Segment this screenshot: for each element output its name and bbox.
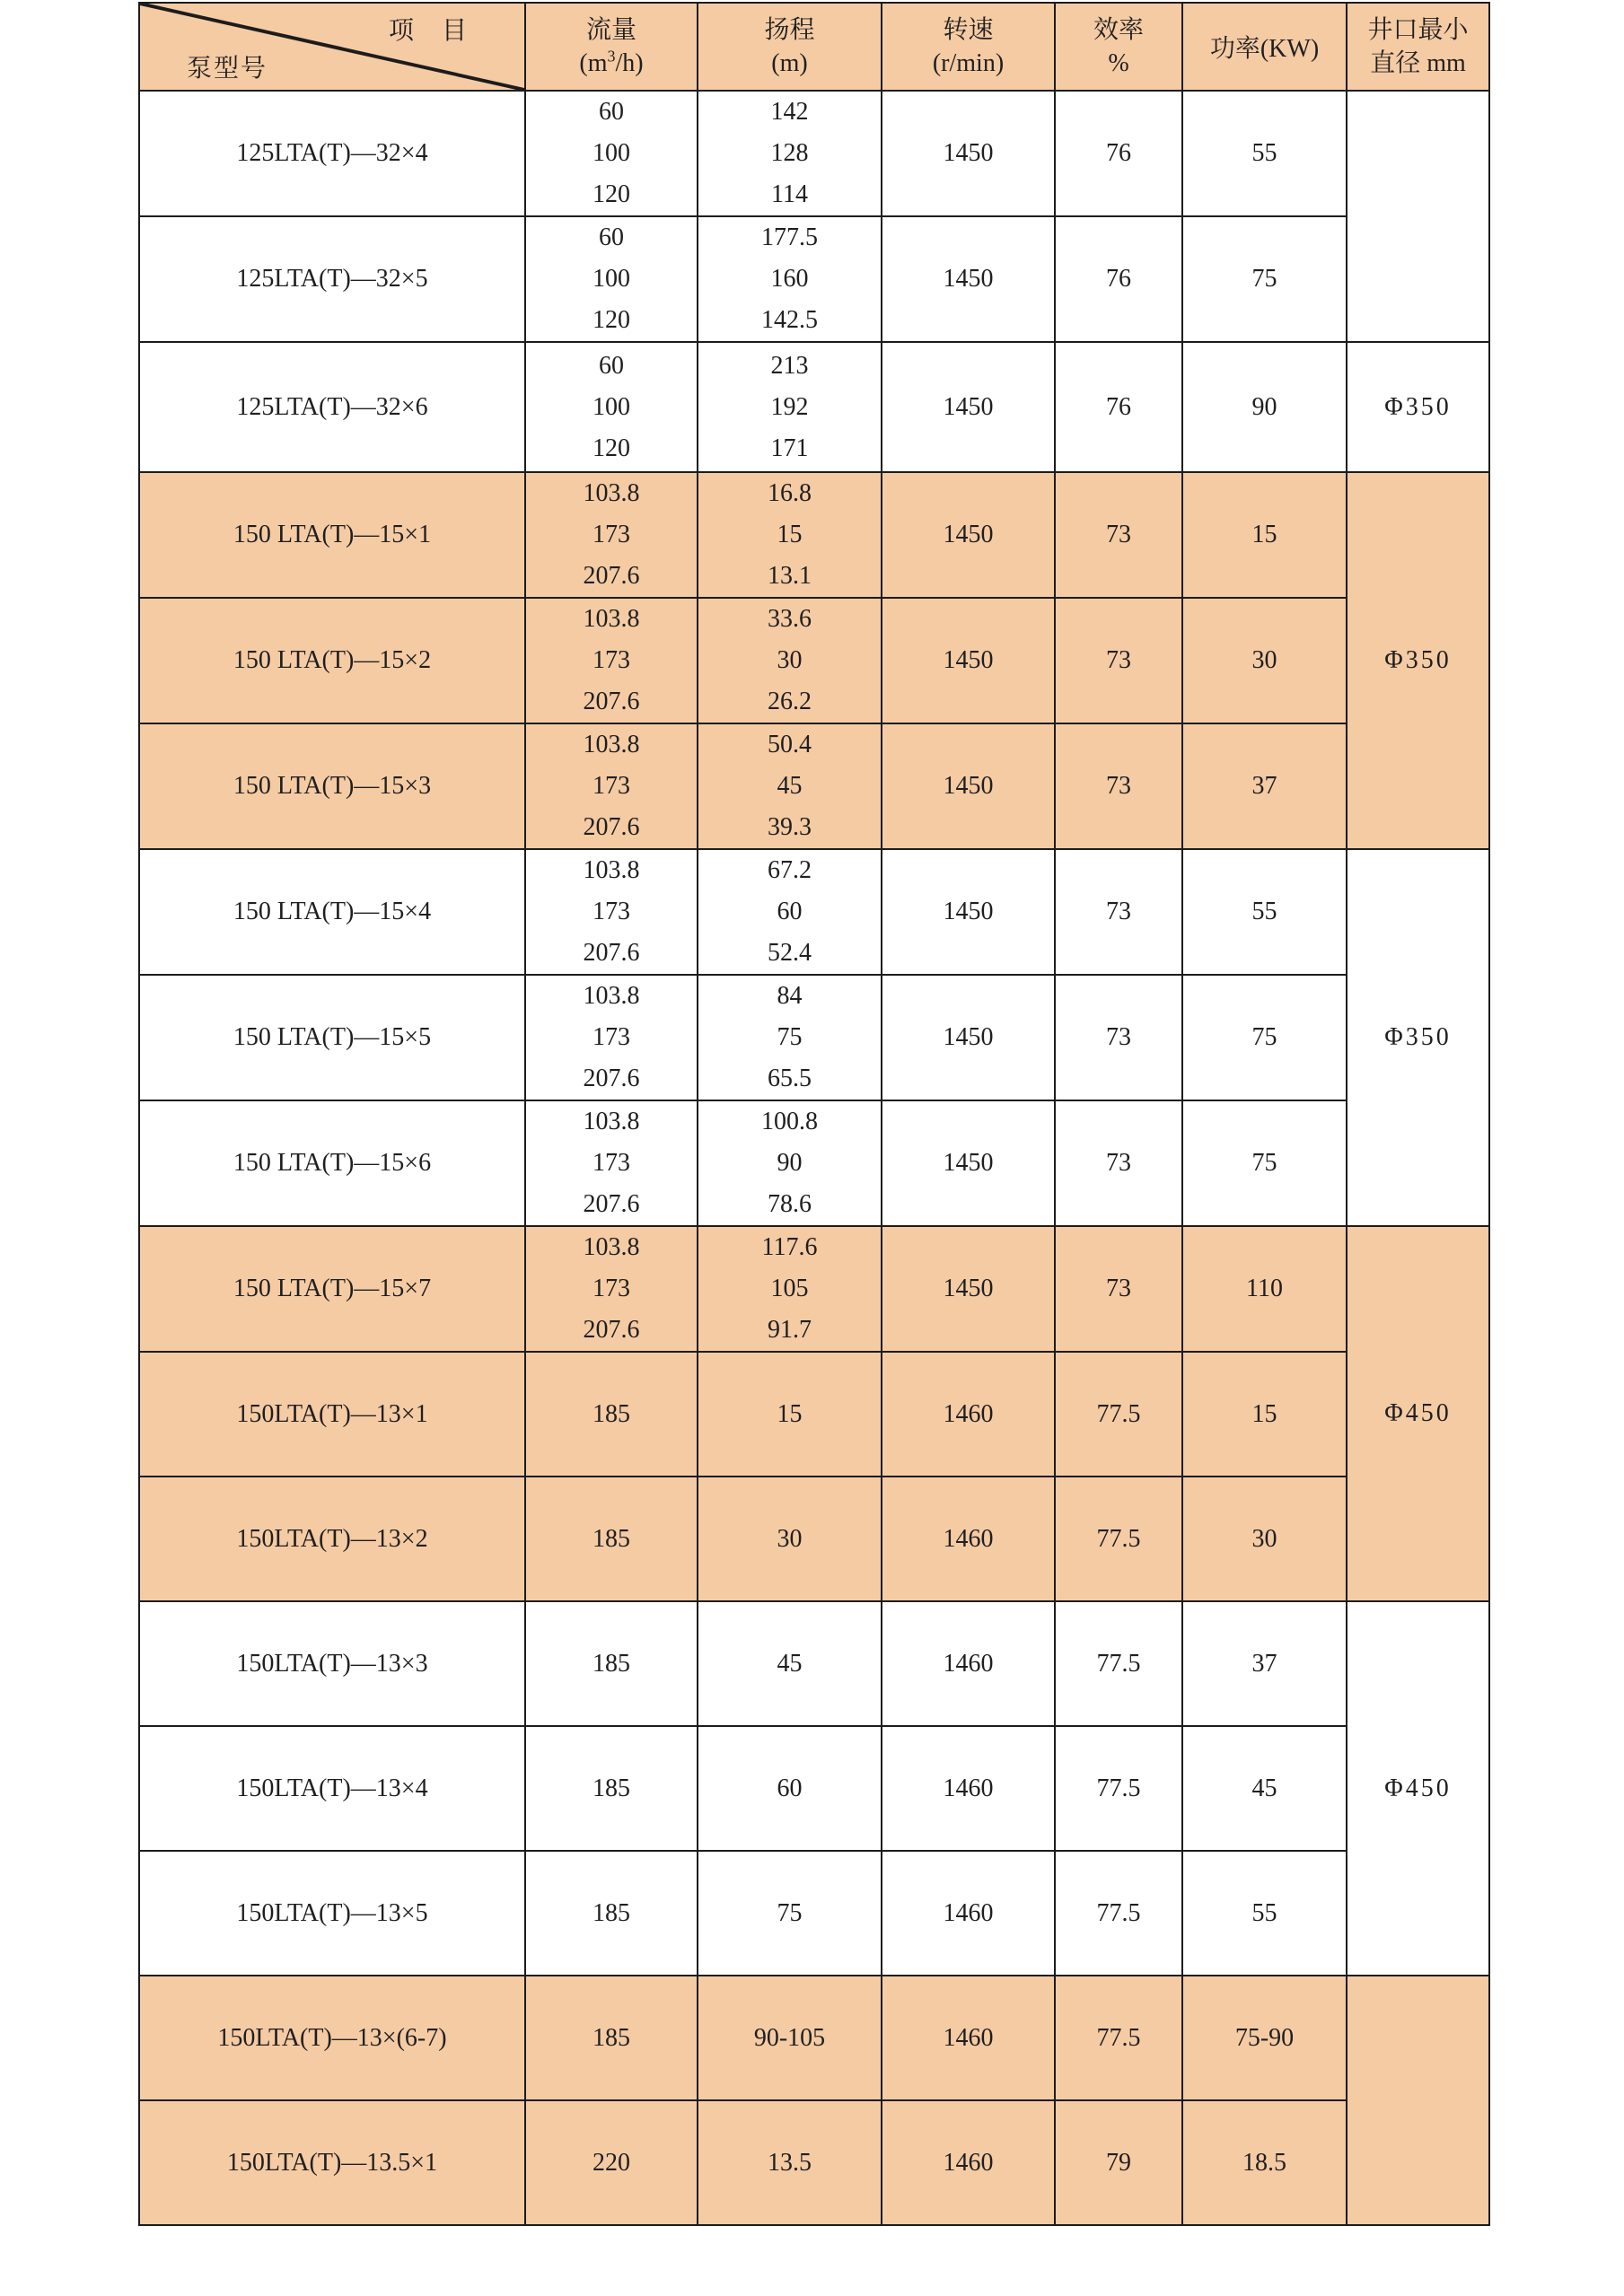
header-head <box>698 3 882 91</box>
cell-model: 150 LTA(T)—15×6 <box>139 1100 525 1226</box>
cell-well-diameter: Φ450 <box>1347 1601 1489 1976</box>
table-row <box>139 975 1489 1100</box>
cell-efficiency: 73 <box>1055 849 1182 975</box>
cell-efficiency: 73 <box>1055 472 1182 598</box>
cell-efficiency: 76 <box>1055 342 1182 472</box>
cell-well-diameter: Φ450 <box>1347 1226 1489 1601</box>
cell-model: 125LTA(T)—32×6 <box>139 342 525 472</box>
table-row <box>139 216 1489 342</box>
cell-flow: 103.8 173 207.6 <box>525 723 698 849</box>
cell-power: 30 <box>1182 598 1347 723</box>
table-row <box>139 1851 1489 1976</box>
header-power <box>1182 3 1347 91</box>
cell-flow: 103.8 173 207.6 <box>525 598 698 723</box>
cell-flow: 60 100 120 <box>525 342 698 472</box>
cell-power: 37 <box>1182 1601 1347 1726</box>
cell-head: 45 <box>698 1601 882 1726</box>
cell-speed: 1460 <box>882 1976 1055 2100</box>
table-row <box>139 472 1489 598</box>
cell-efficiency: 73 <box>1055 1100 1182 1226</box>
table-row <box>139 1601 1489 1726</box>
cell-head: 117.6 105 91.7 <box>698 1226 882 1352</box>
table-row <box>139 849 1489 975</box>
cell-flow: 185 <box>525 1601 698 1726</box>
table-row <box>139 1226 1489 1352</box>
cell-flow: 185 <box>525 1352 698 1477</box>
cell-model: 150 LTA(T)—15×5 <box>139 975 525 1100</box>
header-speed <box>882 3 1055 91</box>
table-row <box>139 598 1489 723</box>
table-row <box>139 1976 1489 2100</box>
cell-efficiency: 73 <box>1055 975 1182 1100</box>
header-efficiency-label: 效率 <box>1093 16 1144 44</box>
cell-speed: 1450 <box>882 849 1055 975</box>
cell-efficiency: 73 <box>1055 723 1182 849</box>
cell-head: 33.6 30 26.2 <box>698 598 882 723</box>
cell-model: 150 LTA(T)—15×3 <box>139 723 525 849</box>
cell-efficiency: 77.5 <box>1055 1477 1182 1601</box>
cell-speed: 1450 <box>882 216 1055 342</box>
cell-model: 150LTA(T)—13×5 <box>139 1851 525 1976</box>
cell-speed: 1450 <box>882 342 1055 472</box>
cell-efficiency: 76 <box>1055 91 1182 216</box>
cell-power: 15 <box>1182 1352 1347 1477</box>
cell-model: 150LTA(T)—13×(6-7) <box>139 1976 525 2100</box>
cell-flow: 103.8 173 207.6 <box>525 472 698 598</box>
cell-speed: 1460 <box>882 2100 1055 2225</box>
header-item-label: 项 目 <box>388 17 478 45</box>
cell-efficiency: 76 <box>1055 216 1182 342</box>
cell-flow: 185 <box>525 1726 698 1851</box>
cell-flow: 103.8 173 207.6 <box>525 1100 698 1226</box>
cell-speed: 1450 <box>882 975 1055 1100</box>
cell-power: 55 <box>1182 849 1347 975</box>
cell-head: 213 192 171 <box>698 342 882 472</box>
table-row <box>139 342 1489 472</box>
cell-flow: 185 <box>525 1477 698 1601</box>
table-row <box>139 91 1489 216</box>
cell-model: 150LTA(T)—13×4 <box>139 1726 525 1851</box>
cell-speed: 1460 <box>882 1477 1055 1601</box>
cell-efficiency: 77.5 <box>1055 1352 1182 1477</box>
cell-efficiency: 77.5 <box>1055 1726 1182 1851</box>
header-well-diameter <box>1347 3 1489 91</box>
cell-speed: 1450 <box>882 1100 1055 1226</box>
cell-flow: 185 <box>525 1976 698 2100</box>
cell-model: 150 LTA(T)—15×4 <box>139 849 525 975</box>
cell-well-diameter <box>1347 1976 1489 2225</box>
cell-efficiency: 79 <box>1055 2100 1182 2225</box>
cell-power: 18.5 <box>1182 2100 1347 2225</box>
cell-efficiency: 73 <box>1055 1226 1182 1352</box>
table-row <box>139 1100 1489 1226</box>
cell-head: 177.5 160 142.5 <box>698 216 882 342</box>
cell-power: 90 <box>1182 342 1347 472</box>
header-head-unit: (m) <box>771 49 808 77</box>
header-efficiency-unit: % <box>1108 49 1129 77</box>
cell-power: 55 <box>1182 1851 1347 1976</box>
cell-flow: 185 <box>525 1851 698 1976</box>
cell-model: 150LTA(T)—13×2 <box>139 1477 525 1601</box>
cell-head: 16.8 15 13.1 <box>698 472 882 598</box>
cell-head: 15 <box>698 1352 882 1477</box>
cell-flow: 103.8 173 207.6 <box>525 975 698 1100</box>
header-flow-unit: $(m^3/h)$ <box>579 47 644 77</box>
cell-head: 90-105 <box>698 1976 882 2100</box>
cell-head: 60 <box>698 1726 882 1851</box>
cell-power: 45 <box>1182 1726 1347 1851</box>
header-speed-label: 转速 <box>943 16 994 44</box>
header-flow-label: 流量 <box>585 16 636 44</box>
cell-speed: 1460 <box>882 1601 1055 1726</box>
cell-head: 100.8 90 78.6 <box>698 1100 882 1226</box>
cell-flow: 220 <box>525 2100 698 2225</box>
cell-model: 150LTA(T)—13.5×1 <box>139 2100 525 2225</box>
table-row <box>139 1726 1489 1851</box>
header-power-label: 功率(KW) <box>1209 35 1320 63</box>
header-well-line1: 井口最小 <box>1367 16 1469 44</box>
cell-well-diameter: Φ350 <box>1347 472 1489 849</box>
cell-well-diameter: Φ350 <box>1347 342 1489 472</box>
cell-head: 142 128 114 <box>698 91 882 216</box>
cell-model: 150 LTA(T)—15×2 <box>139 598 525 723</box>
cell-speed: 1450 <box>882 723 1055 849</box>
cell-power: 30 <box>1182 1477 1347 1601</box>
cell-head: 75 <box>698 1851 882 1976</box>
header-head-label: 扬程 <box>764 16 815 44</box>
cell-efficiency: 73 <box>1055 598 1182 723</box>
cell-efficiency: 77.5 <box>1055 1851 1182 1976</box>
cell-flow: 103.8 173 207.6 <box>525 1226 698 1352</box>
header-model-label: 泵型号 <box>187 55 268 83</box>
header-well-line2: 直径 mm <box>1370 49 1466 77</box>
header-efficiency <box>1055 3 1182 91</box>
cell-speed: 1450 <box>882 472 1055 598</box>
table-row <box>139 723 1489 849</box>
table-row <box>139 1477 1489 1601</box>
cell-flow: 103.8 173 207.6 <box>525 849 698 975</box>
cell-well-diameter <box>1347 91 1489 342</box>
cell-model: 125LTA(T)—32×4 <box>139 91 525 216</box>
cell-efficiency: 77.5 <box>1055 1976 1182 2100</box>
cell-speed: 1460 <box>882 1851 1055 1976</box>
cell-speed: 1460 <box>882 1726 1055 1851</box>
cell-speed: 1460 <box>882 1352 1055 1477</box>
cell-power: 75 <box>1182 216 1347 342</box>
table-row <box>139 1352 1489 1477</box>
cell-speed: 1450 <box>882 598 1055 723</box>
cell-power: 75-90 <box>1182 1976 1347 2100</box>
header-diagonal-cell <box>139 3 525 91</box>
cell-power: 75 <box>1182 1100 1347 1226</box>
cell-power: 15 <box>1182 472 1347 598</box>
cell-head: 67.2 60 52.4 <box>698 849 882 975</box>
cell-head: 30 <box>698 1477 882 1601</box>
cell-model: 125LTA(T)—32×5 <box>139 216 525 342</box>
header-flow <box>525 3 698 91</box>
cell-head: 84 75 65.5 <box>698 975 882 1100</box>
header-row <box>139 3 1489 91</box>
cell-flow: 60 100 120 <box>525 216 698 342</box>
cell-model: 150 LTA(T)—15×7 <box>139 1226 525 1352</box>
cell-model: 150 LTA(T)—15×1 <box>139 472 525 598</box>
cell-model: 150LTA(T)—13×3 <box>139 1601 525 1726</box>
cell-head: 13.5 <box>698 2100 882 2225</box>
cell-speed: 1450 <box>882 91 1055 216</box>
cell-power: 37 <box>1182 723 1347 849</box>
cell-power: 75 <box>1182 975 1347 1100</box>
cell-power: 110 <box>1182 1226 1347 1352</box>
pump-spec-table <box>138 2 1490 2226</box>
cell-speed: 1450 <box>882 1226 1055 1352</box>
cell-power: 55 <box>1182 91 1347 216</box>
cell-flow: 60 100 120 <box>525 91 698 216</box>
cell-well-diameter: Φ350 <box>1347 849 1489 1226</box>
cell-head: 50.4 45 39.3 <box>698 723 882 849</box>
header-speed-unit: (r/min) <box>932 49 1005 77</box>
cell-efficiency: 77.5 <box>1055 1601 1182 1726</box>
cell-model: 150LTA(T)—13×1 <box>139 1352 525 1477</box>
table-row <box>139 2100 1489 2225</box>
